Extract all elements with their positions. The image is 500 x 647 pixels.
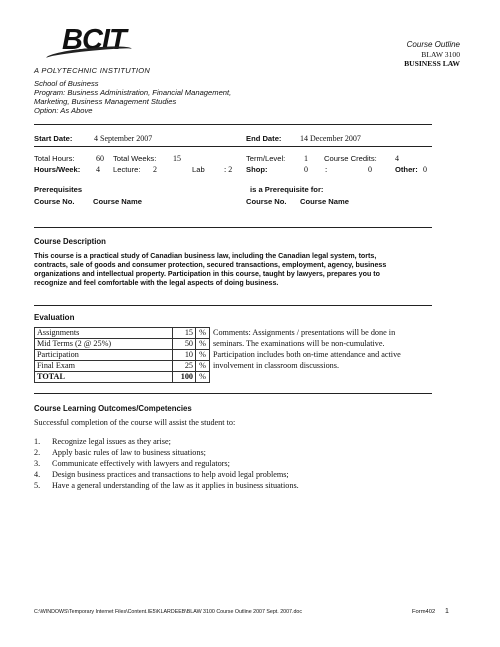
eval-comment-line: seminars. The examinations will be non-cumulative. xyxy=(210,339,446,350)
eval-label: Participation xyxy=(35,350,173,361)
divider xyxy=(34,227,432,228)
eval-label: TOTAL xyxy=(35,372,173,383)
eval-comment-line: Comments: Assignments / presentations will be done in xyxy=(210,328,446,339)
bcit-logo xyxy=(40,22,140,62)
footer-page-number: 1 xyxy=(445,608,449,615)
total-hours-value: 60 xyxy=(96,154,104,163)
outcomes-heading: Course Learning Outcomes/Competencies xyxy=(34,404,192,413)
end-date-label: End Date: xyxy=(246,134,282,143)
start-date-value: 4 September 2007 xyxy=(94,134,153,143)
credits-value: 4 xyxy=(395,154,399,163)
postreq-col-course-no: Course No. xyxy=(246,197,287,206)
outcome-num: 5. xyxy=(34,481,41,490)
eval-value: 10 xyxy=(173,350,196,361)
shop-value: 0 xyxy=(368,165,372,174)
prereq-col-course-name: Course Name xyxy=(93,197,142,206)
school-line: School of Business xyxy=(34,79,99,88)
eval-pct: % xyxy=(196,372,210,383)
outcome-text: Apply basic rules of law to business situations; xyxy=(52,448,206,457)
description-line-3: organizations and intellectual property. Participation in this course, taught by lawyers, prepares you to xyxy=(34,270,380,278)
course-title: BUSINESS LAW xyxy=(404,59,460,68)
table-row xyxy=(35,350,446,361)
eval-pct: % xyxy=(196,328,210,339)
divider xyxy=(34,146,432,147)
table-row xyxy=(35,372,446,383)
divider xyxy=(34,305,432,306)
description-line-1: This course is a practical study of Canadian business law, including the Canadian legal system, torts, xyxy=(34,252,377,260)
table-row xyxy=(35,328,446,339)
start-date-label: Start Date: xyxy=(34,134,73,143)
other-label: Other: xyxy=(395,165,418,174)
outcome-text: Have a general understanding of the law as it applies in business situations. xyxy=(52,481,299,490)
total-hours-label: Total Hours: xyxy=(34,154,75,163)
description-line-2: contracts, sale of goods and consumer protection, secured transactions, employment, agency, business xyxy=(34,261,387,269)
eval-comment-blank xyxy=(210,372,446,383)
eval-label: Assignments xyxy=(35,328,173,339)
table-row xyxy=(35,339,446,350)
eval-label: Mid Terms (2 @ 25%) xyxy=(35,339,173,350)
eval-comment-line: Participation includes both on-time attendance and active xyxy=(210,350,446,361)
eval-value: 15 xyxy=(173,328,196,339)
term-value: 1 xyxy=(304,154,308,163)
eval-pct: % xyxy=(196,361,210,372)
divider xyxy=(34,124,432,125)
eval-value: 100 xyxy=(173,372,196,383)
prereq-label: Prerequisites xyxy=(34,185,83,194)
hours-week-value: 4 xyxy=(96,165,100,174)
evaluation-heading: Evaluation xyxy=(34,313,75,322)
postreq-col-course-name: Course Name xyxy=(300,197,349,206)
credits-label: Course Credits: xyxy=(324,154,377,163)
description-heading: Course Description xyxy=(34,237,106,246)
option-line: Option: As Above xyxy=(34,106,93,115)
description-line-4: recognize and feel comfortable with the legal aspects of doing business. xyxy=(34,279,279,287)
divider xyxy=(34,393,432,394)
outline-label: Course Outline xyxy=(406,40,460,49)
term-label: Term/Level: xyxy=(246,154,286,163)
total-weeks-label: Total Weeks: xyxy=(113,154,157,163)
outcome-num: 1. xyxy=(34,437,41,446)
eval-value: 50 xyxy=(173,339,196,350)
outcome-text: Recognize legal issues as they arise; xyxy=(52,437,171,446)
outcome-text: Communicate effectively with lawyers and regulators; xyxy=(52,459,230,468)
shop-colon: : xyxy=(325,165,328,174)
outcome-num: 3. xyxy=(34,459,41,468)
footer-file-path: C:\WINDOWS\Temporary Internet Files\Content.IE5\KLARDEEB\BLAW 3100 Course Outline 2007 Sept. 2007.doc xyxy=(34,609,303,615)
lecture-label: Lecture: xyxy=(113,165,141,174)
program-line-2: Marketing, Business Management Studies xyxy=(34,97,177,106)
program-line-1: Program: Business Administration, Financial Management, xyxy=(34,88,232,97)
total-weeks-value: 15 xyxy=(173,154,181,163)
table-row xyxy=(35,361,446,372)
eval-pct: % xyxy=(196,350,210,361)
shop-label: Shop: xyxy=(246,165,268,174)
eval-pct: % xyxy=(196,339,210,350)
eval-value: 25 xyxy=(173,361,196,372)
is-prereq-label: is a Prerequisite for: xyxy=(250,185,324,194)
outcome-num: 2. xyxy=(34,448,41,457)
logo-wordmark: BCIT xyxy=(62,24,126,56)
tagline: A POLYTECHNIC INSTITUTION xyxy=(34,66,151,75)
outcome-text: Design business practices and transactions to help avoid legal problems; xyxy=(52,470,289,479)
footer-form-code: Form402 xyxy=(412,609,436,615)
eval-comment-line: involvement in classroom discussions. xyxy=(210,361,446,372)
end-date-value: 14 December 2007 xyxy=(300,134,361,143)
prereq-col-course-no: Course No. xyxy=(34,197,75,206)
lab-value: : 2 xyxy=(224,165,233,174)
other-value: 0 xyxy=(423,165,427,174)
outcome-num: 4. xyxy=(34,470,41,479)
course-code: BLAW 3100 xyxy=(421,50,460,59)
lab-label: Lab xyxy=(192,165,205,174)
hours-week-label: Hours/Week: xyxy=(34,165,81,174)
outcomes-intro: Successful completion of the course will assist the student to: xyxy=(34,418,236,427)
evaluation-table xyxy=(34,327,445,383)
eval-label: Final Exam xyxy=(35,361,173,372)
shop-sep-value: 0 xyxy=(304,165,308,174)
lecture-value: 2 xyxy=(153,165,157,174)
